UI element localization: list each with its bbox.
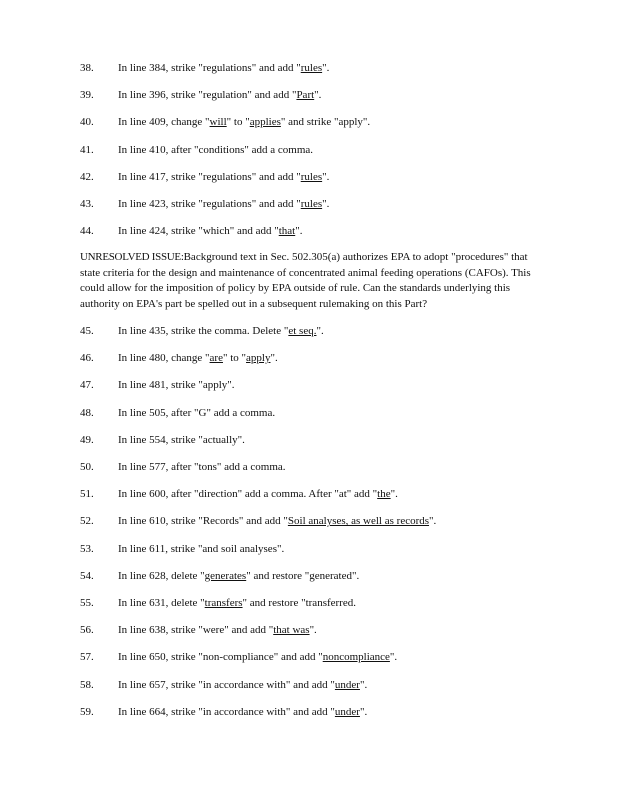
inserted-text: the [377,488,391,501]
item-number: 53. [80,542,94,555]
item-text-part: ". [309,624,317,637]
issue-heading: UNRESOLVED ISSUE: [80,251,184,263]
item-number: 58. [80,678,94,691]
item-text-part: ". [322,198,330,210]
item-text [118,650,397,664]
item-text [118,596,356,610]
item-text-part: ". [390,488,398,501]
item-text [118,88,321,102]
item-text-part: ". [389,651,398,664]
item-text-part: ". [314,89,322,102]
inserted-text: that was [273,624,310,637]
item-text [118,143,313,157]
item-number: 51. [80,488,94,501]
inserted-text: Part [296,89,315,102]
item-text-part: In line 410, after "conditions" add a comma. [118,143,314,156]
item-number: 47. [80,379,94,392]
issue-text: Background text in Sec. 502.305(a) authorizes EPA to adopt "procedures" that state criteria for the design and maintenance of concentrated animal feeding operations (CAFOs). This could allow for the imposition of policy by EPA outside of rule. Can the standards underlying this authority on EPA's part be spelled out in a subsequent rulemaking on this Part? [80,251,531,310]
inserted-text: that [278,225,296,238]
inserted-text: Soil analyses, as well as records [287,515,430,528]
item-text-part: " and restore "generated". [246,569,360,582]
item-number: 54. [80,569,94,582]
item-number: 43. [80,198,94,210]
inserted-text: noncompliance [322,651,390,664]
item-text [118,406,275,420]
item-text-part: In line 384, strike "regulations" and add " [118,62,301,74]
inserted-text: rules [300,170,323,183]
item-text [118,115,370,129]
item-text [118,351,278,365]
item-text-part: ". [322,170,330,183]
item-text-part: ". [359,705,368,718]
item-text-part: In line 423, strike "regulations" and add " [118,198,301,210]
inserted-text: will [209,116,227,129]
item-text-part: In line 424, strike "which" and add " [118,225,279,238]
inserted-text: under [334,705,360,718]
item-text [118,224,302,238]
item-text-part: In line 628, delete " [118,569,205,582]
item-text [118,460,286,474]
item-text-part: In line 435, strike the comma. Delete " [118,325,289,337]
item-text-part: ". [359,678,368,691]
item-text [118,170,329,184]
item-text-part: ". [322,62,330,74]
item-number: 57. [80,651,94,664]
item-text-part: In line 610, strike "Records" and add " [118,515,288,528]
item-text-part: In line 611, strike "and soil analyses". [118,542,285,555]
item-text-part: ". [270,352,278,365]
item-text-part: In line 577, after "tons" add a comma. [118,461,286,473]
item-number: 40. [80,116,94,129]
item-text [118,678,367,692]
item-number: 56. [80,624,94,637]
item-text-part: " and restore "transferred. [242,597,356,609]
item-number: 42. [80,170,94,183]
inserted-text: et seq. [288,325,317,337]
item-text-part: ". [295,225,303,238]
item-text-part: " and strike "apply". [280,116,371,129]
item-number: 45. [80,325,94,337]
item-number: 44. [80,225,94,238]
inserted-text: under [334,678,360,691]
item-text-part: In line 409, change " [118,116,210,129]
inserted-text: rules [300,198,323,210]
item-number: 50. [80,461,94,473]
item-text-part: In line 664, strike "in accordance with" and add " [118,705,335,718]
item-number: 39. [80,89,94,102]
item-text-part: In line 481, strike "apply". [118,379,235,392]
item-text [118,433,245,447]
inserted-text: generates [204,569,247,582]
item-text-part: In line 650, strike "non-compliance" and add " [118,651,323,664]
item-number: 52. [80,515,94,528]
item-text-part: In line 631, delete " [118,597,205,609]
item-number: 41. [80,143,94,156]
item-text [118,514,436,528]
inserted-text: apply [246,352,271,365]
item-text [118,61,329,75]
inserted-text: rules [300,62,323,74]
item-text-part: In line 505, after "G" add a comma. [118,406,276,419]
item-text [118,705,367,719]
item-text-part: In line 554, strike "actually". [118,433,245,446]
item-text [118,378,235,392]
item-text [118,542,284,556]
item-text-part: In line 600, after "direction" add a comma. After "at" add " [118,488,378,501]
inserted-text: applies [249,116,281,129]
item-text [118,487,398,501]
item-text-part: " to " [222,352,247,365]
item-text [118,569,359,583]
item-number: 46. [80,352,94,365]
item-text-part: In line 638, strike "were" and add " [118,624,274,637]
item-text [118,197,329,211]
item-text [118,623,317,637]
item-text [118,324,324,338]
unresolved-issue [80,250,542,312]
item-number: 55. [80,597,94,609]
item-number: 49. [80,433,94,446]
item-text-part: In line 480, change " [118,352,210,365]
item-text-part: ". [429,515,437,528]
inserted-text: are [209,352,223,365]
item-text-part: In line 396, strike "regulation" and add " [118,89,297,102]
item-text-part: In line 657, strike "in accordance with" and add " [118,678,335,691]
item-number: 38. [80,62,94,74]
item-number: 48. [80,406,94,419]
item-text-part: ". [316,325,324,337]
item-number: 59. [80,705,94,718]
item-text-part: In line 417, strike "regulations" and add " [118,170,301,183]
item-text-part: " to " [226,116,250,129]
inserted-text: transfers [204,597,243,609]
